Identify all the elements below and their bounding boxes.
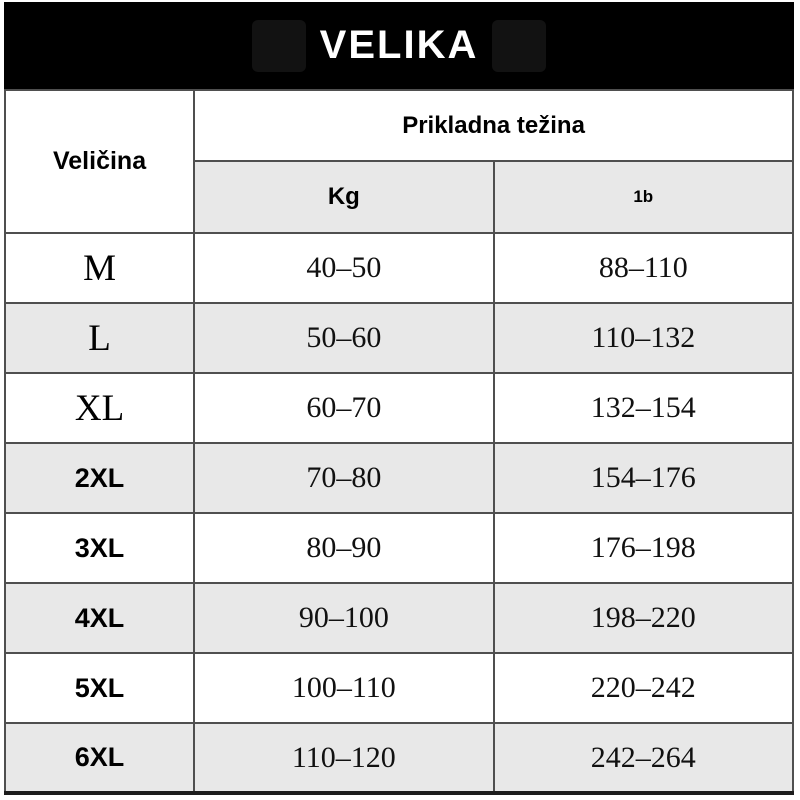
header-row-main <box>5 90 793 161</box>
table-row <box>5 373 793 443</box>
ghost-glyph-right <box>492 20 546 72</box>
kg-cell: 70–80 <box>194 443 493 513</box>
lb-cell: 242–264 <box>494 723 793 793</box>
table-row <box>5 723 793 793</box>
weight-column-header: Prikladna težina <box>194 90 793 161</box>
table-row <box>5 443 793 513</box>
kg-cell: 60–70 <box>194 373 493 443</box>
size-column-header: Veličina <box>5 90 194 233</box>
lb-cell: 88–110 <box>494 233 793 303</box>
kg-cell: 90–100 <box>194 583 493 653</box>
kg-cell: 40–50 <box>194 233 493 303</box>
size-cell: M <box>5 233 194 303</box>
kg-unit-header: Kg <box>194 161 493 233</box>
table-row <box>5 513 793 583</box>
table-row <box>5 303 793 373</box>
kg-cell: 80–90 <box>194 513 493 583</box>
lb-unit-header: 1b <box>494 161 793 233</box>
size-cell: 3XL <box>5 513 194 583</box>
brand-title: VELIKA <box>319 23 479 67</box>
kg-cell: 110–120 <box>194 723 493 793</box>
lb-cell: 176–198 <box>494 513 793 583</box>
lb-cell: 220–242 <box>494 653 793 723</box>
kg-cell: 100–110 <box>194 653 493 723</box>
lb-cell: 198–220 <box>494 583 793 653</box>
lb-cell: 154–176 <box>494 443 793 513</box>
size-chart-table <box>4 89 794 795</box>
size-cell: 5XL <box>5 653 194 723</box>
table-row <box>5 233 793 303</box>
table-row <box>5 583 793 653</box>
size-cell: 4XL <box>5 583 194 653</box>
table-row <box>5 653 793 723</box>
brand-header-bar <box>4 2 794 89</box>
size-cell: 2XL <box>5 443 194 513</box>
size-cell: 6XL <box>5 723 194 793</box>
lb-cell: 132–154 <box>494 373 793 443</box>
ghost-glyph-left <box>252 20 306 72</box>
kg-cell: 50–60 <box>194 303 493 373</box>
size-cell: XL <box>5 373 194 443</box>
size-cell: L <box>5 303 194 373</box>
lb-cell: 110–132 <box>494 303 793 373</box>
